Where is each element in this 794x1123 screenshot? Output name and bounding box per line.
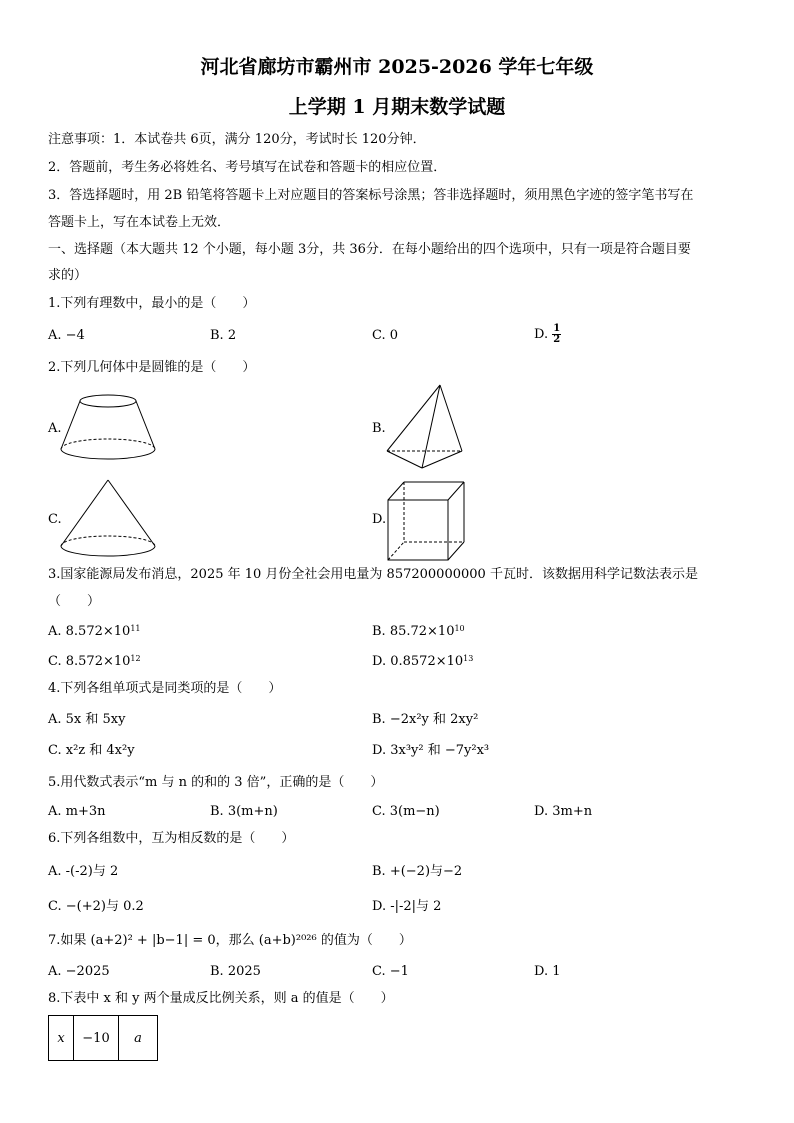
q4-option-d: D. 3x³y² 和 −7y²x³ — [372, 743, 490, 758]
q5-option-a: A. m+3n — [48, 804, 106, 819]
q3-stem-2: （ ） — [48, 594, 101, 609]
fraction-numerator: 1 — [553, 323, 561, 334]
q4-option-c: C. x²z 和 4x²y — [48, 743, 135, 758]
q2-option-a: A. — [48, 421, 62, 436]
cone-figure — [58, 478, 158, 560]
note-1: 注意事项：1．本试卷共 6页，满分 120分，考试时长 120分钟． — [48, 132, 426, 147]
q1-option-a: A. −4 — [48, 328, 85, 343]
table-cell-neg10: −10 — [74, 1016, 119, 1061]
q1-option-d-label: D. — [534, 327, 549, 342]
table-cell-x: x — [49, 1016, 74, 1061]
q7-stem: 7.如果 (a+2)² + |b−1| = 0，那么 (a+b)²⁰²⁶ 的值为（ ） — [48, 933, 412, 948]
q8-stem: 8.下表中 x 和 y 两个量成反比例关系，则 a 的值是（ ） — [48, 991, 394, 1006]
q3-stem-1: 3.国家能源局发布消息，2025 年 10 月份全社会用电量为 857200000000 千瓦时．该数据用科学记数法表示是 — [48, 567, 698, 582]
q1-option-d — [534, 324, 561, 345]
pyramid-figure — [385, 383, 465, 473]
q3-option-a — [48, 624, 141, 640]
q3-c-base: C. 8.572×10 — [48, 654, 131, 669]
q3-option-c — [48, 654, 141, 670]
q7-option-b: B. 2025 — [210, 964, 261, 979]
q4-option-a: A. 5x 和 5xy — [48, 712, 126, 727]
fraction-one-half — [552, 324, 561, 345]
q5-option-c: C. 3(m−n) — [372, 804, 440, 819]
q3-option-d — [372, 654, 473, 670]
q2-option-d: D. — [372, 512, 387, 527]
q3-option-b — [372, 624, 465, 640]
q1-stem: 1.下列有理数中，最小的是（ ） — [48, 296, 256, 311]
cube-figure — [386, 480, 466, 562]
note-3a: 3．答选择题时，用 2B 铅笔将答题卡上对应题目的答案标号涂黑；答非选择题时，须用黑色字迹的签字笔书写在 — [48, 188, 694, 203]
q3-b-exponent: 10 — [454, 624, 465, 633]
q6-option-d: D. -|-2|与 2 — [372, 899, 442, 914]
q6-stem: 6.下列各组数中，互为相反数的是（ ） — [48, 831, 295, 846]
q3-b-base: B. 85.72×10 — [372, 624, 455, 639]
q3-d-base: D. 0.8572×10 — [372, 654, 464, 669]
title-line-2: 上学期 1 月期末数学试题 — [288, 96, 506, 118]
frustum-figure — [58, 393, 158, 465]
q2-option-b: B. — [372, 421, 386, 436]
q7-option-a: A. −2025 — [48, 964, 110, 979]
note-2: 2．答题前，考生务必将姓名、考号填写在试卷和答题卡的相应位置． — [48, 160, 447, 175]
section-heading-1: 一、选择题（本大题共 12 个小题，每小题 3分，共 36分．在每小题给出的四个选项中，只有一项是符合题目要 — [48, 242, 691, 257]
q3-a-exponent: 11 — [130, 624, 141, 633]
q1-option-b: B. 2 — [210, 328, 237, 343]
q3-d-exponent: 13 — [463, 654, 474, 663]
q8-table — [48, 1015, 158, 1061]
q2-stem: 2.下列几何体中是圆锥的是（ ） — [48, 360, 256, 375]
q4-stem: 4.下列各组单项式是同类项的是（ ） — [48, 681, 282, 696]
q6-option-a: A. -(-2)与 2 — [48, 864, 119, 879]
q3-c-exponent: 12 — [130, 654, 141, 663]
q1-option-c: C. 0 — [372, 328, 399, 343]
section-heading-2: 求的） — [48, 268, 88, 283]
q6-option-b: B. +(−2)与−2 — [372, 864, 463, 879]
q5-option-b: B. 3(m+n) — [210, 804, 278, 819]
q6-option-c: C. −(+2)与 0.2 — [48, 899, 144, 914]
q2-option-c: C. — [48, 512, 62, 527]
q7-option-d: D. 1 — [534, 964, 561, 979]
q4-option-b: B. −2x²y 和 2xy² — [372, 712, 479, 727]
q3-a-base: A. 8.572×10 — [48, 624, 131, 639]
title-line-1: 河北省廊坊市霸州市 2025-2026 学年七年级 — [200, 56, 594, 78]
table-cell-a: a — [119, 1016, 158, 1061]
q5-stem: 5.用代数式表示“m 与 n 的和的 3 倍”，正确的是（ ） — [48, 775, 384, 790]
fraction-denominator: 2 — [553, 334, 561, 345]
q5-option-d: D. 3m+n — [534, 804, 593, 819]
q7-option-c: C. −1 — [372, 964, 409, 979]
note-3b: 答题卡上，写在本试卷上无效． — [48, 215, 231, 230]
table-row — [49, 1016, 158, 1061]
